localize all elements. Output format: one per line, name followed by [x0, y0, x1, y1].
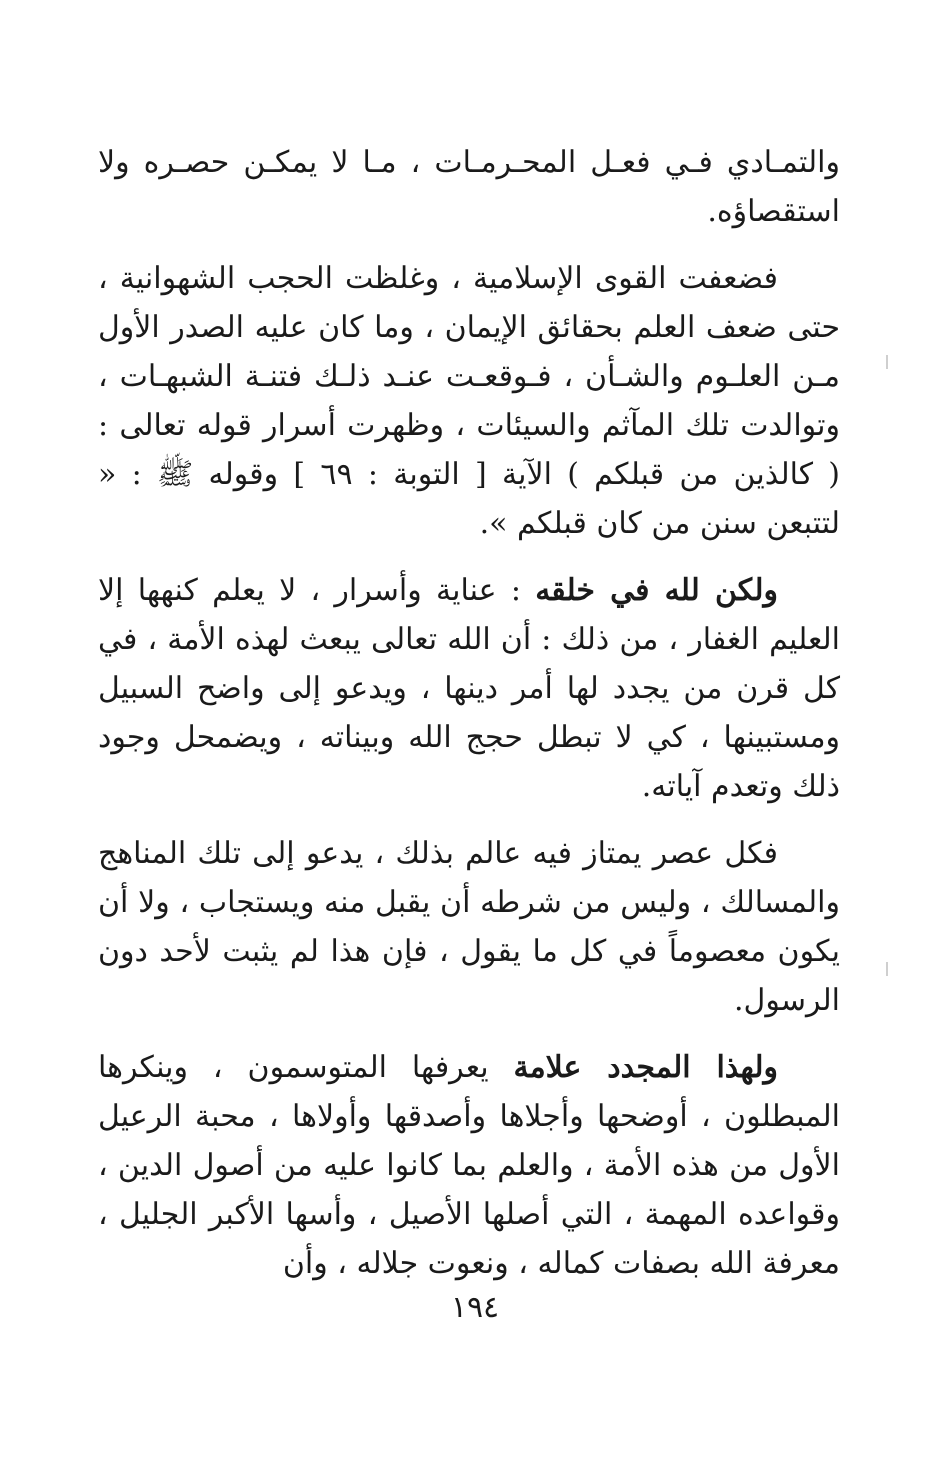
paragraph-text: يعرفها المتوسمون ، وينكرها المبطلون ، أوضحها وأجلاها وأصدقها وأولاها ، محبة الرعيل الأول من هذه الأمة ، والعلم بما كانوا عليه من أصول الدين ، وقواعده المهمة ، التي أصلها الأصيل ، وأسها الأكبر الجليل ، معرفة الله بصفات كماله ، ونعوت جلاله ، وأن — [98, 1050, 840, 1281]
scan-margin-mark — [886, 355, 888, 369]
paragraph — [98, 254, 840, 548]
paragraph — [98, 1043, 840, 1288]
paragraph-text: فكل عصر يمتاز فيه عالم بذلك ، يدعو إلى تلك المناهج والمسالك ، وليس من شرطه أن يقبل منه ويستجاب ، ولا أن يكون معصوماً في كل ما يقول ، فإن هذا لم يثبت لأحد دون الرسول. — [98, 836, 840, 1018]
paragraph-text: فضعفت القوى الإسلامية ، وغلظت الحجب الشهوانية ، حتى ضعف العلم بحقائق الإيمان ، وما كان عليه الصدر الأول مـن العلـوم والشـأن ، فـوقعـت عنـد ذلـك فتنـة الشبهـات ، وتوالدت تلك المآثم والسيئات ، وظهرت أسرار قوله تعالى : ( كالذين من قبلكم ) الآية [ التوبة : ٦٩ ] وقوله ﷺ : « لتتبعن سنن من كان قبلكم ». — [98, 261, 840, 541]
paragraph-text: والتمـادي فـي فعـل المحـرمـات ، مـا لا يمكـن حصـره ولا استقصاؤه. — [98, 145, 840, 229]
paragraph-lead-bold: ولكن لله في خلقه — [535, 573, 778, 608]
paragraph-text: : عناية وأسرار ، لا يعلم كنهها إلا العليم الغفار ، من ذلك : أن الله تعالى يبعث لهذه الأمة ، في كل قرن من يجدد لها أمر دينها ، ويدعو إلى واضح السبيل ومستبينها ، كي لا تبطل حجج الله وبيناته ، ويضمحل وجود ذلك وتعدم آياته. — [98, 573, 840, 804]
paragraph — [98, 566, 840, 811]
page-number: ١٩٤ — [450, 1290, 500, 1325]
paragraph — [98, 829, 840, 1025]
scan-margin-mark — [886, 962, 888, 976]
page-body — [98, 138, 840, 1306]
paragraph-lead-bold: ولهذا المجدد علامة — [513, 1050, 778, 1085]
paragraph-continuation — [98, 138, 840, 236]
